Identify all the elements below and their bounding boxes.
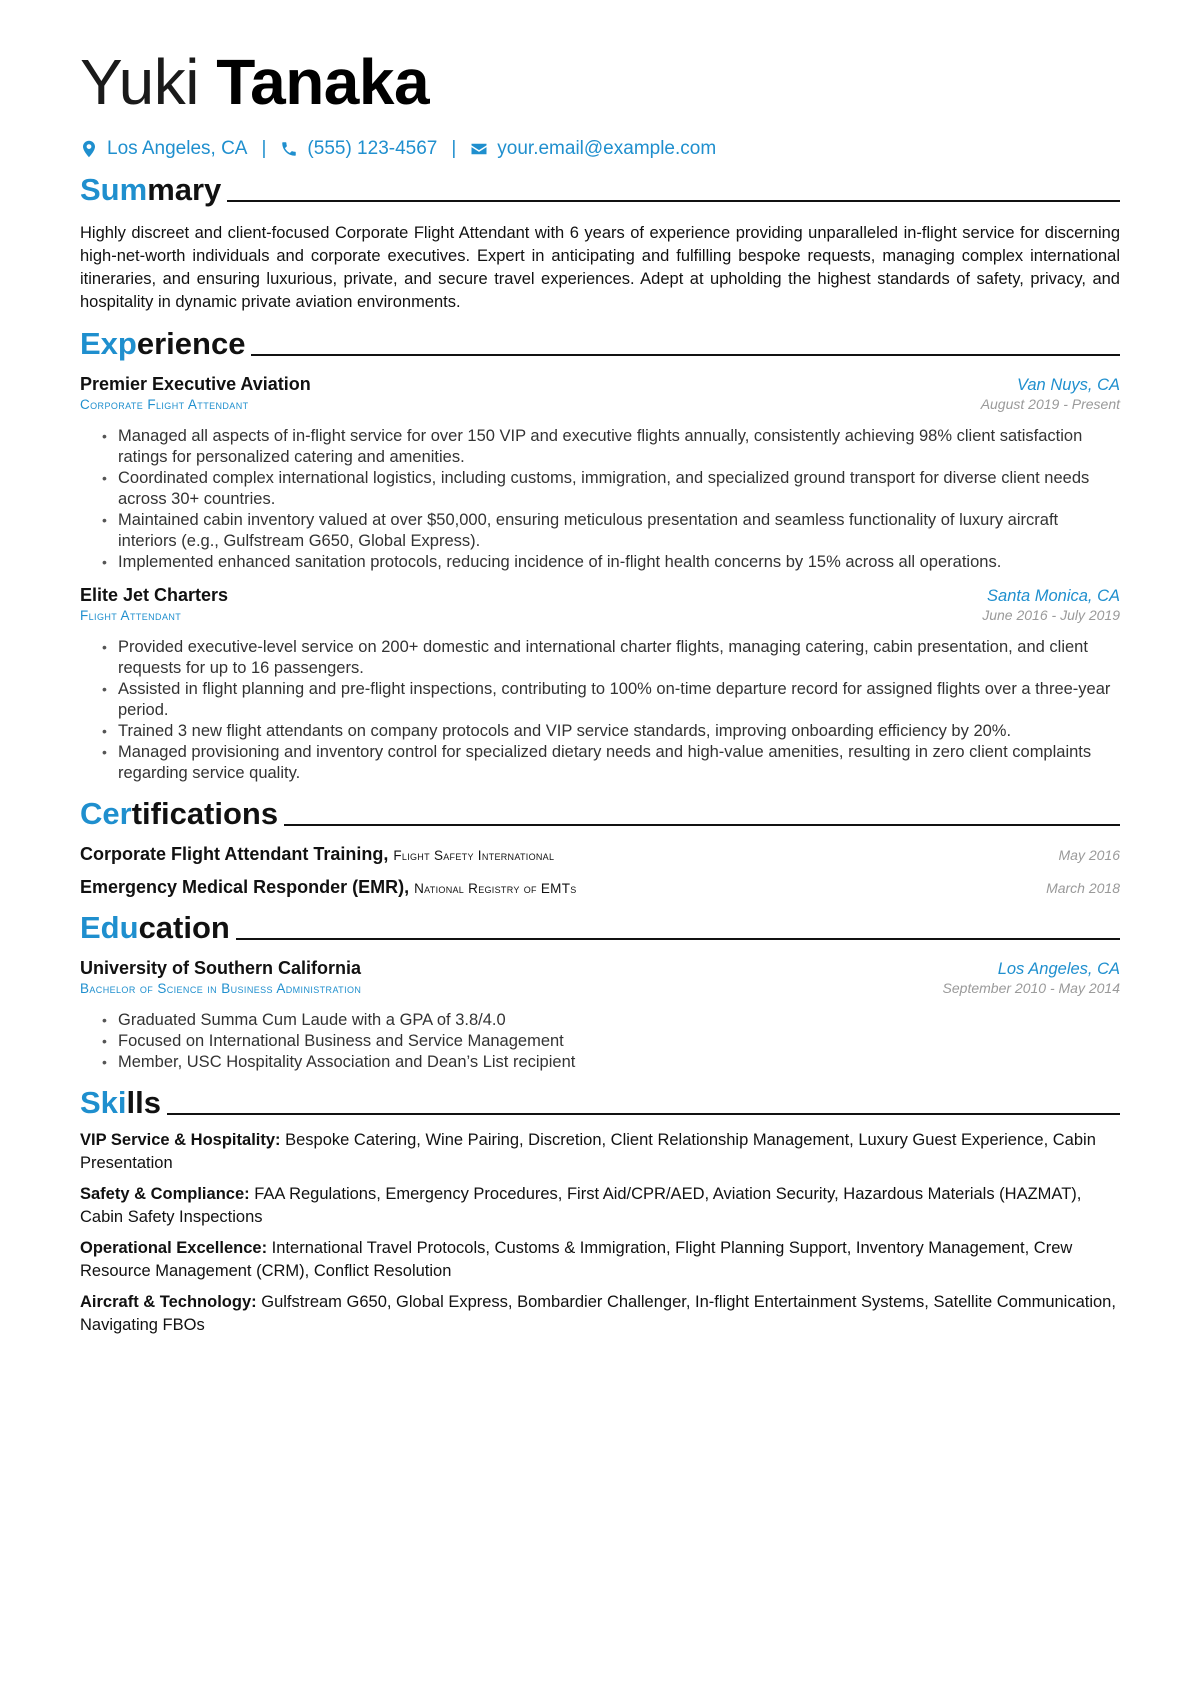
- job-title: Corporate Flight Attendant: [80, 397, 249, 412]
- phone-icon: [280, 140, 298, 158]
- job-location: Van Nuys, CA: [1016, 376, 1120, 394]
- section-heading: [80, 1081, 1120, 1121]
- list-item: • Managed all aspects of in-flight service for over 150 VIP and executive flights annually, consistently achieving 98% client satisfaction ratings for personalized catering and amenities.: [102, 426, 1120, 468]
- experience-entry: [80, 585, 1120, 784]
- list-item: • Coordinated complex international logistics, including customs, immigration, and specialized ground transport for diverse client needs across 30+ countries.: [102, 468, 1120, 510]
- section-heading: [80, 322, 1120, 362]
- skill-list: Gulfstream G650, Global Express, Bombardier Challenger, In-flight Entertainment Systems, Satellite Communication, Navigating FBOs: [80, 1293, 1116, 1334]
- school-location: Los Angeles, CA: [997, 960, 1120, 978]
- job-title: Flight Attendant: [80, 608, 182, 623]
- bullet-list: [102, 1010, 1120, 1073]
- experience-section: [80, 322, 1120, 784]
- summary-text: Highly discreet and client-focused Corporate Flight Attendant with 6 years of experience providing unparalleled in-flight service for discerning high-net-worth individuals and corporate executives. Expert in anticipating and fulfilling bespoke requests, managing complex international itineraries, and ensuring luxurious, private, and secure travel experiences. Adept at upholding the highest standards of safety, privacy, and hospitality in dynamic private aviation environments.: [80, 224, 1120, 311]
- section-heading: [80, 906, 1120, 946]
- list-item: • Maintained cabin inventory valued at over $50,000, ensuring meticulous presentation and seamless functionality of luxury aircraft interiors (e.g., Gulfstream G650, Global Express).: [102, 510, 1120, 552]
- skill-label: Operational Excellence:: [80, 1239, 268, 1257]
- list-item: • Provided executive-level service on 200+ domestic and international charter flights, managing catering, cabin presentation, and client requests for up to 16 passengers.: [102, 637, 1120, 679]
- skill-list: International Travel Protocols, Customs & Immigration, Flight Planning Support, Inventory Management, Crew Resource Management (CRM), Conflict Resolution: [80, 1239, 1073, 1280]
- location-text: Los Angeles, CA: [107, 138, 248, 159]
- skill-group: [80, 1291, 1120, 1337]
- phone-text: (555) 123-4567: [307, 138, 438, 159]
- skill-list: Bespoke Catering, Wine Pairing, Discretion, Client Relationship Management, Luxury Guest Experience, Cabin Presentation: [80, 1131, 1096, 1172]
- certification-date: March 2018: [1046, 880, 1120, 896]
- skill-group: [80, 1183, 1120, 1229]
- bullet-list: [102, 637, 1120, 784]
- bullet-list: [102, 426, 1120, 573]
- education-entry: [80, 958, 1120, 1073]
- section-title: Experience: [80, 326, 246, 361]
- job-location: Santa Monica, CA: [987, 587, 1120, 605]
- certification-issuer: Flight Safety International: [393, 848, 555, 863]
- contact-phone[interactable]: [280, 138, 437, 160]
- certifications-section: [80, 792, 1120, 898]
- certification-issuer: National Registry of EMTs: [414, 881, 577, 896]
- section-rule: [236, 938, 1120, 940]
- resume-page: [80, 40, 1120, 1337]
- job-dates: June 2016 - July 2019: [982, 607, 1120, 623]
- employer-name: Premier Executive Aviation: [80, 374, 311, 394]
- list-item: • Focused on International Business and Service Management: [102, 1031, 1120, 1052]
- list-item: • Implemented enhanced sanitation protocols, reducing incidence of in-flight health concerns by 15% across all operations.: [102, 552, 1120, 573]
- education-dates: September 2010 - May 2014: [942, 980, 1120, 996]
- contact-separator: |: [261, 138, 267, 159]
- degree-title: Bachelor of Science in Business Administration: [80, 981, 362, 996]
- section-rule: [167, 1113, 1120, 1115]
- school-name: University of Southern California: [80, 958, 362, 978]
- list-item: • Member, USC Hospitality Association and Dean’s List recipient: [102, 1052, 1120, 1073]
- section-rule: [251, 354, 1120, 356]
- section-rule: [284, 824, 1120, 826]
- section-title: Skills: [80, 1085, 161, 1120]
- section-rule: [227, 200, 1120, 202]
- certification-entry: Emergency Medical Responder (EMR), National Registry of EMTs March 2018: [80, 877, 1120, 897]
- contact-bar: [80, 138, 1120, 160]
- list-item: • Trained 3 new flight attendants on company protocols and VIP service standards, improving onboarding efficiency by 20%.: [102, 721, 1120, 742]
- skill-group: [80, 1129, 1120, 1175]
- skill-label: Aircraft & Technology:: [80, 1293, 257, 1311]
- certification-date: May 2016: [1058, 847, 1120, 863]
- certification-entry: Corporate Flight Attendant Training, Flight Safety International May 2016: [80, 844, 1120, 864]
- section-title: Summary: [80, 172, 222, 207]
- skill-list: FAA Regulations, Emergency Procedures, First Aid/CPR/AED, Aviation Security, Hazardous Materials (HAZMAT), Cabin Safety Inspections: [80, 1185, 1082, 1226]
- skills-section: [80, 1081, 1120, 1337]
- experience-entry: [80, 374, 1120, 573]
- section-heading: [80, 168, 1120, 208]
- skill-group: [80, 1237, 1120, 1283]
- section-heading: [80, 792, 1120, 832]
- summary-section: [80, 168, 1120, 314]
- contact-email[interactable]: [470, 138, 716, 160]
- contact-separator: |: [451, 138, 457, 159]
- last-name: Tanaka: [216, 46, 430, 118]
- contact-location: [80, 138, 247, 160]
- map-marker-icon: [80, 140, 98, 158]
- envelope-icon: [470, 140, 488, 158]
- candidate-name: [80, 40, 1120, 124]
- section-title: Certifications: [80, 796, 279, 831]
- education-section: [80, 906, 1120, 1073]
- skill-label: Safety & Compliance:: [80, 1185, 250, 1203]
- skill-label: VIP Service & Hospitality:: [80, 1131, 281, 1149]
- first-name: Yuki: [80, 46, 199, 118]
- employer-name: Elite Jet Charters: [80, 585, 229, 605]
- certification-name: Corporate Flight Attendant Training: [80, 844, 384, 864]
- job-dates: August 2019 - Present: [980, 396, 1120, 412]
- list-item: • Managed provisioning and inventory control for specialized dietary needs and high-value amenities, resulting in zero client complaints regarding service quality.: [102, 742, 1120, 784]
- section-title: Education: [80, 910, 230, 945]
- list-item: • Graduated Summa Cum Laude with a GPA of 3.8/4.0: [102, 1010, 1120, 1031]
- email-text: your.email@example.com: [497, 138, 717, 159]
- certification-name: Emergency Medical Responder (EMR): [80, 877, 405, 897]
- list-item: • Assisted in flight planning and pre-flight inspections, contributing to 100% on-time departure record for assigned flights over a three-year period.: [102, 679, 1120, 721]
